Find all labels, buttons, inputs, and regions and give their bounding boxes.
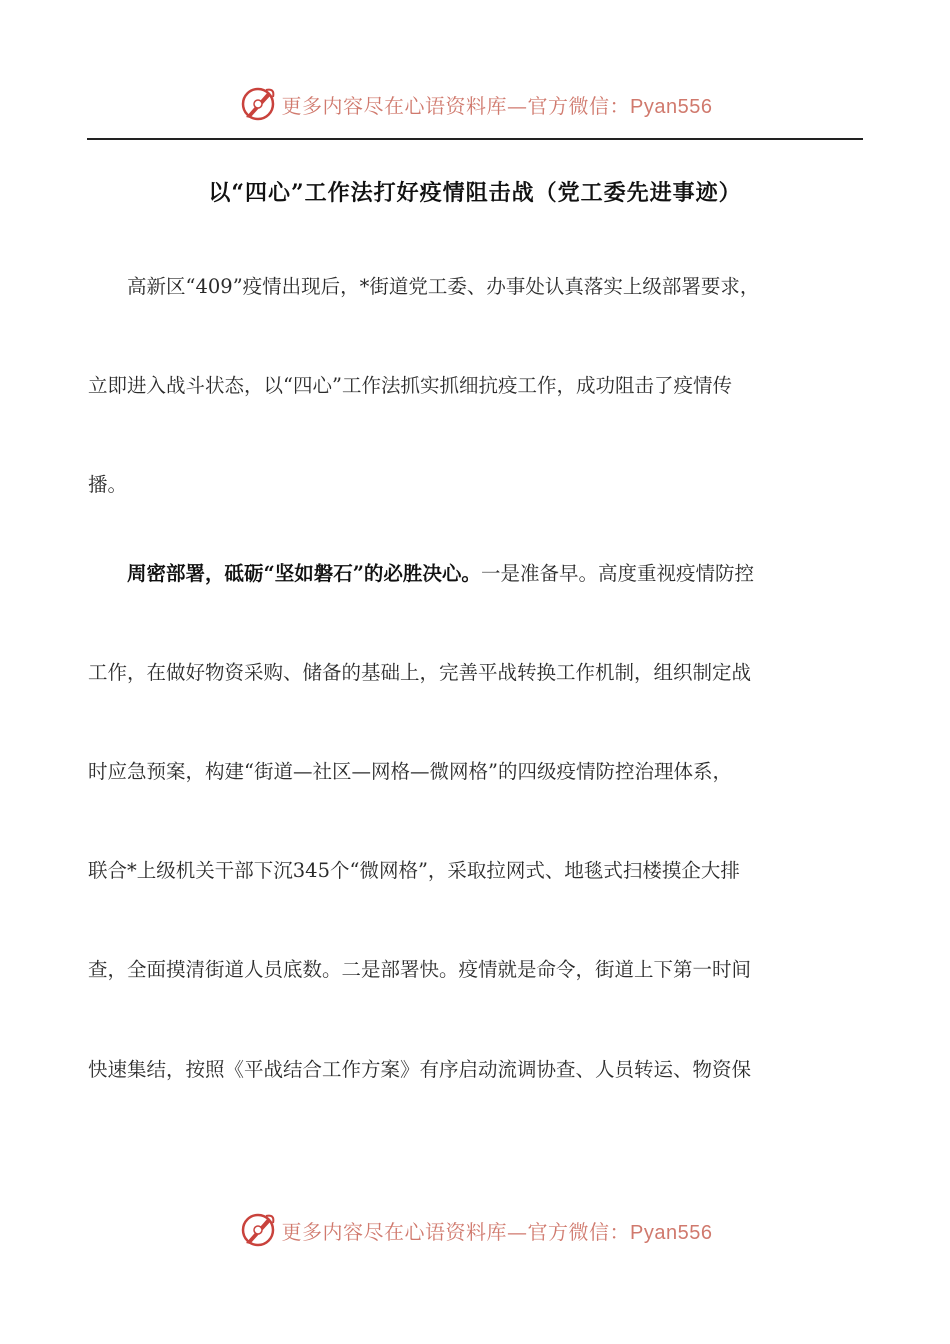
header-banner — [0, 82, 950, 126]
paragraph-line: 立即进入战斗状态，以“四心”工作法抓实抓细抗疫工作，成功阻击了疫情传 — [88, 374, 732, 397]
paragraph-line: 工作，在做好物资采购、储备的基础上，完善平战转换工作机制，组织制定战 — [88, 661, 752, 684]
wechat-id: Pyan556 — [630, 1221, 713, 1244]
banner-text: 更多内容尽在心语资料库—官方微信：Pyan556 — [281, 93, 713, 118]
paragraph-line: 播。 — [88, 473, 128, 496]
quill-logo-icon — [238, 84, 278, 124]
paragraph-line: 快速集结，按照《平战结合工作方案》有序启动流调协查、人员转运、物资保 — [88, 1058, 752, 1081]
paragraph-line — [88, 554, 907, 594]
header-divider — [87, 138, 863, 140]
paragraph-line: 时应急预案，构建“街道—社区—网格—微网格”的四级疫情防控治理体系， — [88, 760, 732, 783]
footer-banner — [0, 1208, 950, 1252]
banner-text: 更多内容尽在心语资料库—官方微信：Pyan556 — [281, 1219, 713, 1244]
section-heading: 周密部署，砥砺“坚如磐石”的必胜决心。 — [127, 562, 481, 585]
document-title: 以“四心”工作法打好疫情阻击战（党工委先进事迹） — [208, 180, 742, 206]
paragraph-line: 高新区“409”疫情出现后，*街道党工委、办事处认真落实上级部署要求， — [127, 275, 760, 298]
wechat-id: Pyan556 — [630, 95, 713, 118]
paragraph-text: 一是准备早。高度重视疫情防控 — [480, 562, 754, 585]
quill-logo-icon — [238, 1210, 278, 1250]
paragraph-line: 查，全面摸清街道人员底数。二是部署快。疫情就是命令，街道上下第一时间 — [88, 958, 752, 981]
paragraph-line: 联合*上级机关干部下沉345个“微网格”，采取拉网式、地毯式扫楼摸企大排 — [88, 859, 740, 882]
